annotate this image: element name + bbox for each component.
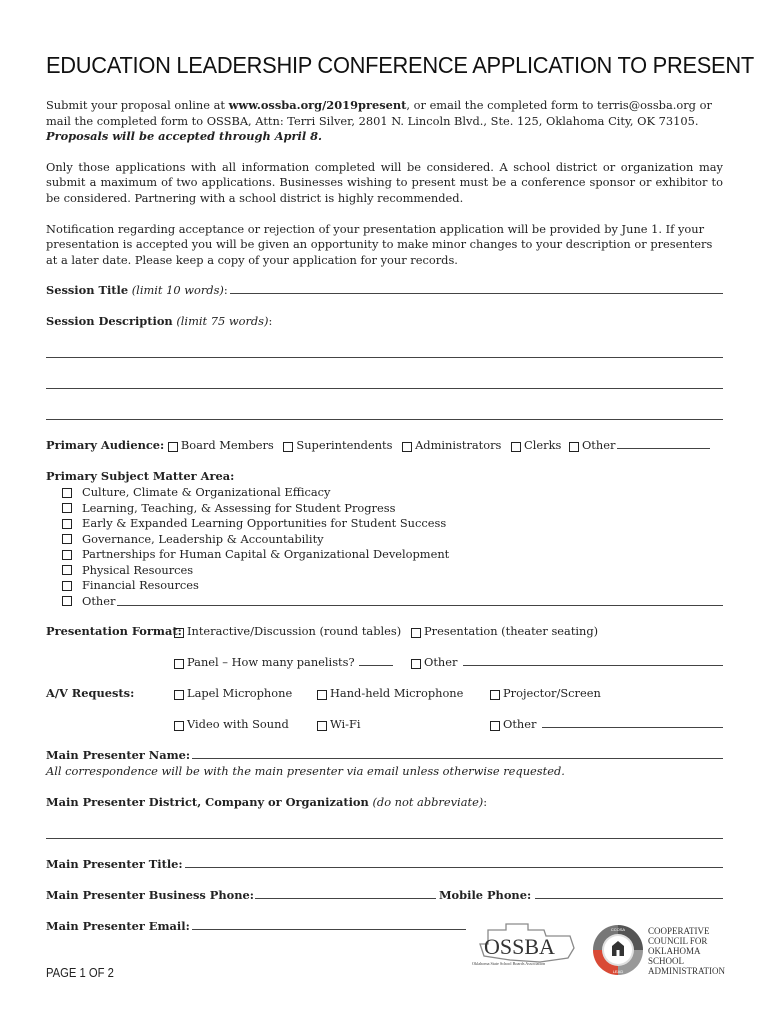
audience-board-label: Board Members bbox=[180, 438, 274, 452]
notification-paragraph: Notification regarding acceptance or rejection of your presentation application will be provided by June 1. If your presentation is accepted you will be given an opportunity to make minor changes to your description or presenters at a later date. Please keep a copy of your application for your records. bbox=[46, 221, 713, 267]
subject-item[interactable]: Financial Resources bbox=[62, 578, 723, 594]
presenter-title-label: Main Presenter Title: bbox=[46, 857, 183, 871]
format-other-checkbox[interactable] bbox=[411, 659, 421, 669]
av-lapel[interactable]: Lapel Microphone bbox=[174, 686, 292, 700]
subject-item-other[interactable]: Other bbox=[62, 594, 723, 610]
subject-checkbox[interactable] bbox=[62, 534, 72, 544]
audience-other-field[interactable] bbox=[617, 448, 710, 449]
format-option-presentation[interactable]: Presentation (theater seating) bbox=[411, 624, 598, 638]
form-page bbox=[46, 52, 754, 268]
presenter-phone-label: Main Presenter Business Phone: bbox=[46, 888, 254, 902]
av-other-field[interactable] bbox=[542, 727, 723, 728]
presenter-phone-row bbox=[46, 888, 723, 902]
session-title-colon: : bbox=[223, 283, 228, 297]
subject-checkbox[interactable] bbox=[62, 503, 72, 513]
format-label: Presentation Format: bbox=[46, 624, 182, 638]
session-description-line-1[interactable] bbox=[46, 357, 723, 358]
audience-clerks-label: Clerks bbox=[524, 438, 562, 452]
deadline-text: Proposals will be accepted through April 8. bbox=[46, 129, 323, 144]
presenter-email-label: Main Presenter Email: bbox=[46, 919, 190, 933]
subject-item[interactable]: Culture, Climate & Organizational Efficacy bbox=[62, 485, 723, 501]
subject-checkbox[interactable] bbox=[62, 596, 72, 606]
session-description-hint: (limit 75 words) bbox=[176, 314, 269, 328]
subject-checkbox[interactable] bbox=[62, 550, 72, 560]
audience-clerks-checkbox[interactable] bbox=[511, 442, 521, 452]
av-video-checkbox[interactable] bbox=[174, 721, 184, 731]
format-label-wrap bbox=[46, 624, 182, 638]
av-label-wrap bbox=[46, 686, 134, 700]
ccosa-seal-icon bbox=[593, 925, 643, 975]
format-interactive-checkbox[interactable] bbox=[174, 628, 184, 638]
subject-list bbox=[62, 485, 723, 609]
svg-text:COUNCIL FOR: COUNCIL FOR bbox=[648, 936, 708, 946]
av-other-checkbox[interactable] bbox=[490, 721, 500, 731]
subject-checkbox[interactable] bbox=[62, 519, 72, 529]
session-description-line-2[interactable] bbox=[46, 388, 723, 389]
audience-row bbox=[46, 438, 710, 452]
subject-label: Primary Subject Matter Area: bbox=[46, 469, 235, 483]
presenter-org-label: Main Presenter District, Company or Organization bbox=[46, 795, 369, 809]
av-projector[interactable]: Projector/Screen bbox=[490, 686, 601, 700]
intro-paragraph bbox=[46, 98, 723, 145]
av-wifi[interactable]: Wi-Fi bbox=[317, 717, 361, 731]
panelists-count-field[interactable] bbox=[359, 665, 393, 666]
session-title-label: Session Title bbox=[46, 283, 129, 297]
format-option-other[interactable]: Other bbox=[411, 655, 723, 669]
av-handheld-checkbox[interactable] bbox=[317, 690, 327, 700]
presenter-org-field[interactable] bbox=[46, 838, 723, 839]
av-wifi-checkbox[interactable] bbox=[317, 721, 327, 731]
subject-item[interactable]: Partnerships for Human Capital & Organizational Development bbox=[62, 547, 723, 563]
page-title: EDUCATION LEADERSHIP CONFERENCE APPLICATION TO PRESENT bbox=[46, 52, 754, 78]
presenter-title-field[interactable] bbox=[185, 867, 723, 868]
intro-text-2: , or email the completed form to terris@ossba.org or mail the completed form to OSSBA, Attn: Terri Silver, 2801 N. Lincoln Blvd., Ste. 125, Oklahoma City, OK 73105. bbox=[46, 98, 712, 128]
format-other-field[interactable] bbox=[463, 665, 723, 666]
svg-text:CCOSA: CCOSA bbox=[610, 927, 626, 932]
presenter-org-hint: (do not abbreviate) bbox=[372, 795, 484, 809]
presenter-org-row: Main Presenter District, Company or Organization (do not abbreviate) : bbox=[46, 795, 488, 809]
ccosa-logo bbox=[592, 922, 728, 980]
presenter-name-row bbox=[46, 748, 723, 762]
audience-superintendents-label: Superintendents bbox=[296, 438, 393, 452]
ossba-logo bbox=[470, 922, 582, 968]
audience-superintendents-checkbox[interactable] bbox=[283, 442, 293, 452]
subject-item[interactable]: Governance, Leadership & Accountability bbox=[62, 532, 723, 548]
session-title-field[interactable] bbox=[230, 293, 723, 294]
svg-text:LEAD: LEAD bbox=[612, 969, 624, 974]
av-video[interactable]: Video with Sound bbox=[174, 717, 289, 731]
presenter-title-row bbox=[46, 857, 723, 871]
page-number: PAGE 1 OF 2 bbox=[46, 966, 114, 980]
session-description-colon: : bbox=[268, 314, 273, 328]
av-handheld[interactable]: Hand-held Microphone bbox=[317, 686, 463, 700]
ccosa-name bbox=[648, 926, 725, 976]
svg-text:COOPERATIVE: COOPERATIVE bbox=[648, 926, 710, 936]
subject-checkbox[interactable] bbox=[62, 565, 72, 575]
session-description-line-3[interactable] bbox=[46, 419, 723, 420]
session-title-row bbox=[46, 283, 723, 297]
format-panel-checkbox[interactable] bbox=[174, 659, 184, 669]
audience-administrators-checkbox[interactable] bbox=[402, 442, 412, 452]
presenter-note: All correspondence will be with the main presenter via email unless otherwise requested. bbox=[46, 764, 565, 778]
audience-board-checkbox[interactable] bbox=[168, 442, 178, 452]
subject-item[interactable]: Learning, Teaching, & Assessing for Student Progress bbox=[62, 501, 723, 517]
subject-other-field[interactable] bbox=[117, 605, 723, 606]
ossba-logo-text: OSSBA bbox=[484, 934, 555, 959]
svg-text:ADMINISTRATION: ADMINISTRATION bbox=[648, 966, 725, 976]
subject-checkbox[interactable] bbox=[62, 581, 72, 591]
av-label: A/V Requests: bbox=[46, 686, 135, 700]
presenter-email-field[interactable] bbox=[192, 929, 466, 930]
subject-item[interactable]: Early & Expanded Learning Opportunities for Student Success bbox=[62, 516, 723, 532]
presenter-email-row bbox=[46, 919, 466, 933]
audience-administrators-label: Administrators bbox=[415, 438, 502, 452]
presenter-name-label: Main Presenter Name: bbox=[46, 748, 191, 762]
av-lapel-checkbox[interactable] bbox=[174, 690, 184, 700]
ossba-logo-subtitle: Oklahoma State School Boards Association bbox=[472, 961, 546, 966]
presenter-mobile-field[interactable] bbox=[535, 898, 723, 899]
av-projector-checkbox[interactable] bbox=[490, 690, 500, 700]
eligibility-paragraph: Only those applications with all information completed will be considered. A school district or organization may submit a maximum of two applications. Businesses wishing to present must be a conference sponsor or exhibitor to be considered. Partnering with a school district is highly recommended. bbox=[46, 159, 723, 205]
submission-url[interactable]: www.ossba.org/2019present bbox=[228, 98, 407, 112]
audience-other-label: Other bbox=[581, 438, 616, 452]
audience-label: Primary Audience: bbox=[46, 438, 165, 452]
presenter-mobile-label: Mobile Phone: bbox=[438, 888, 532, 902]
format-presentation-checkbox[interactable] bbox=[411, 628, 421, 638]
format-option-interactive[interactable]: Interactive/Discussion (round tables) bbox=[174, 624, 401, 638]
av-other[interactable]: Other bbox=[490, 717, 723, 731]
session-title-hint: (limit 10 words) bbox=[131, 283, 224, 297]
svg-text:SCHOOL: SCHOOL bbox=[648, 956, 685, 966]
session-description-row bbox=[46, 314, 723, 328]
intro-text-1: Submit your proposal online at bbox=[46, 98, 229, 112]
format-option-panel[interactable]: Panel – How many panelists? bbox=[174, 655, 393, 669]
subject-checkbox[interactable] bbox=[62, 488, 72, 498]
audience-other-checkbox[interactable] bbox=[569, 442, 579, 452]
subject-item[interactable]: Physical Resources bbox=[62, 563, 723, 579]
presenter-phone-field[interactable] bbox=[255, 898, 436, 899]
session-description-label: Session Description bbox=[46, 314, 173, 328]
svg-text:OKLAHOMA: OKLAHOMA bbox=[648, 946, 701, 956]
presenter-name-field[interactable] bbox=[192, 758, 723, 759]
